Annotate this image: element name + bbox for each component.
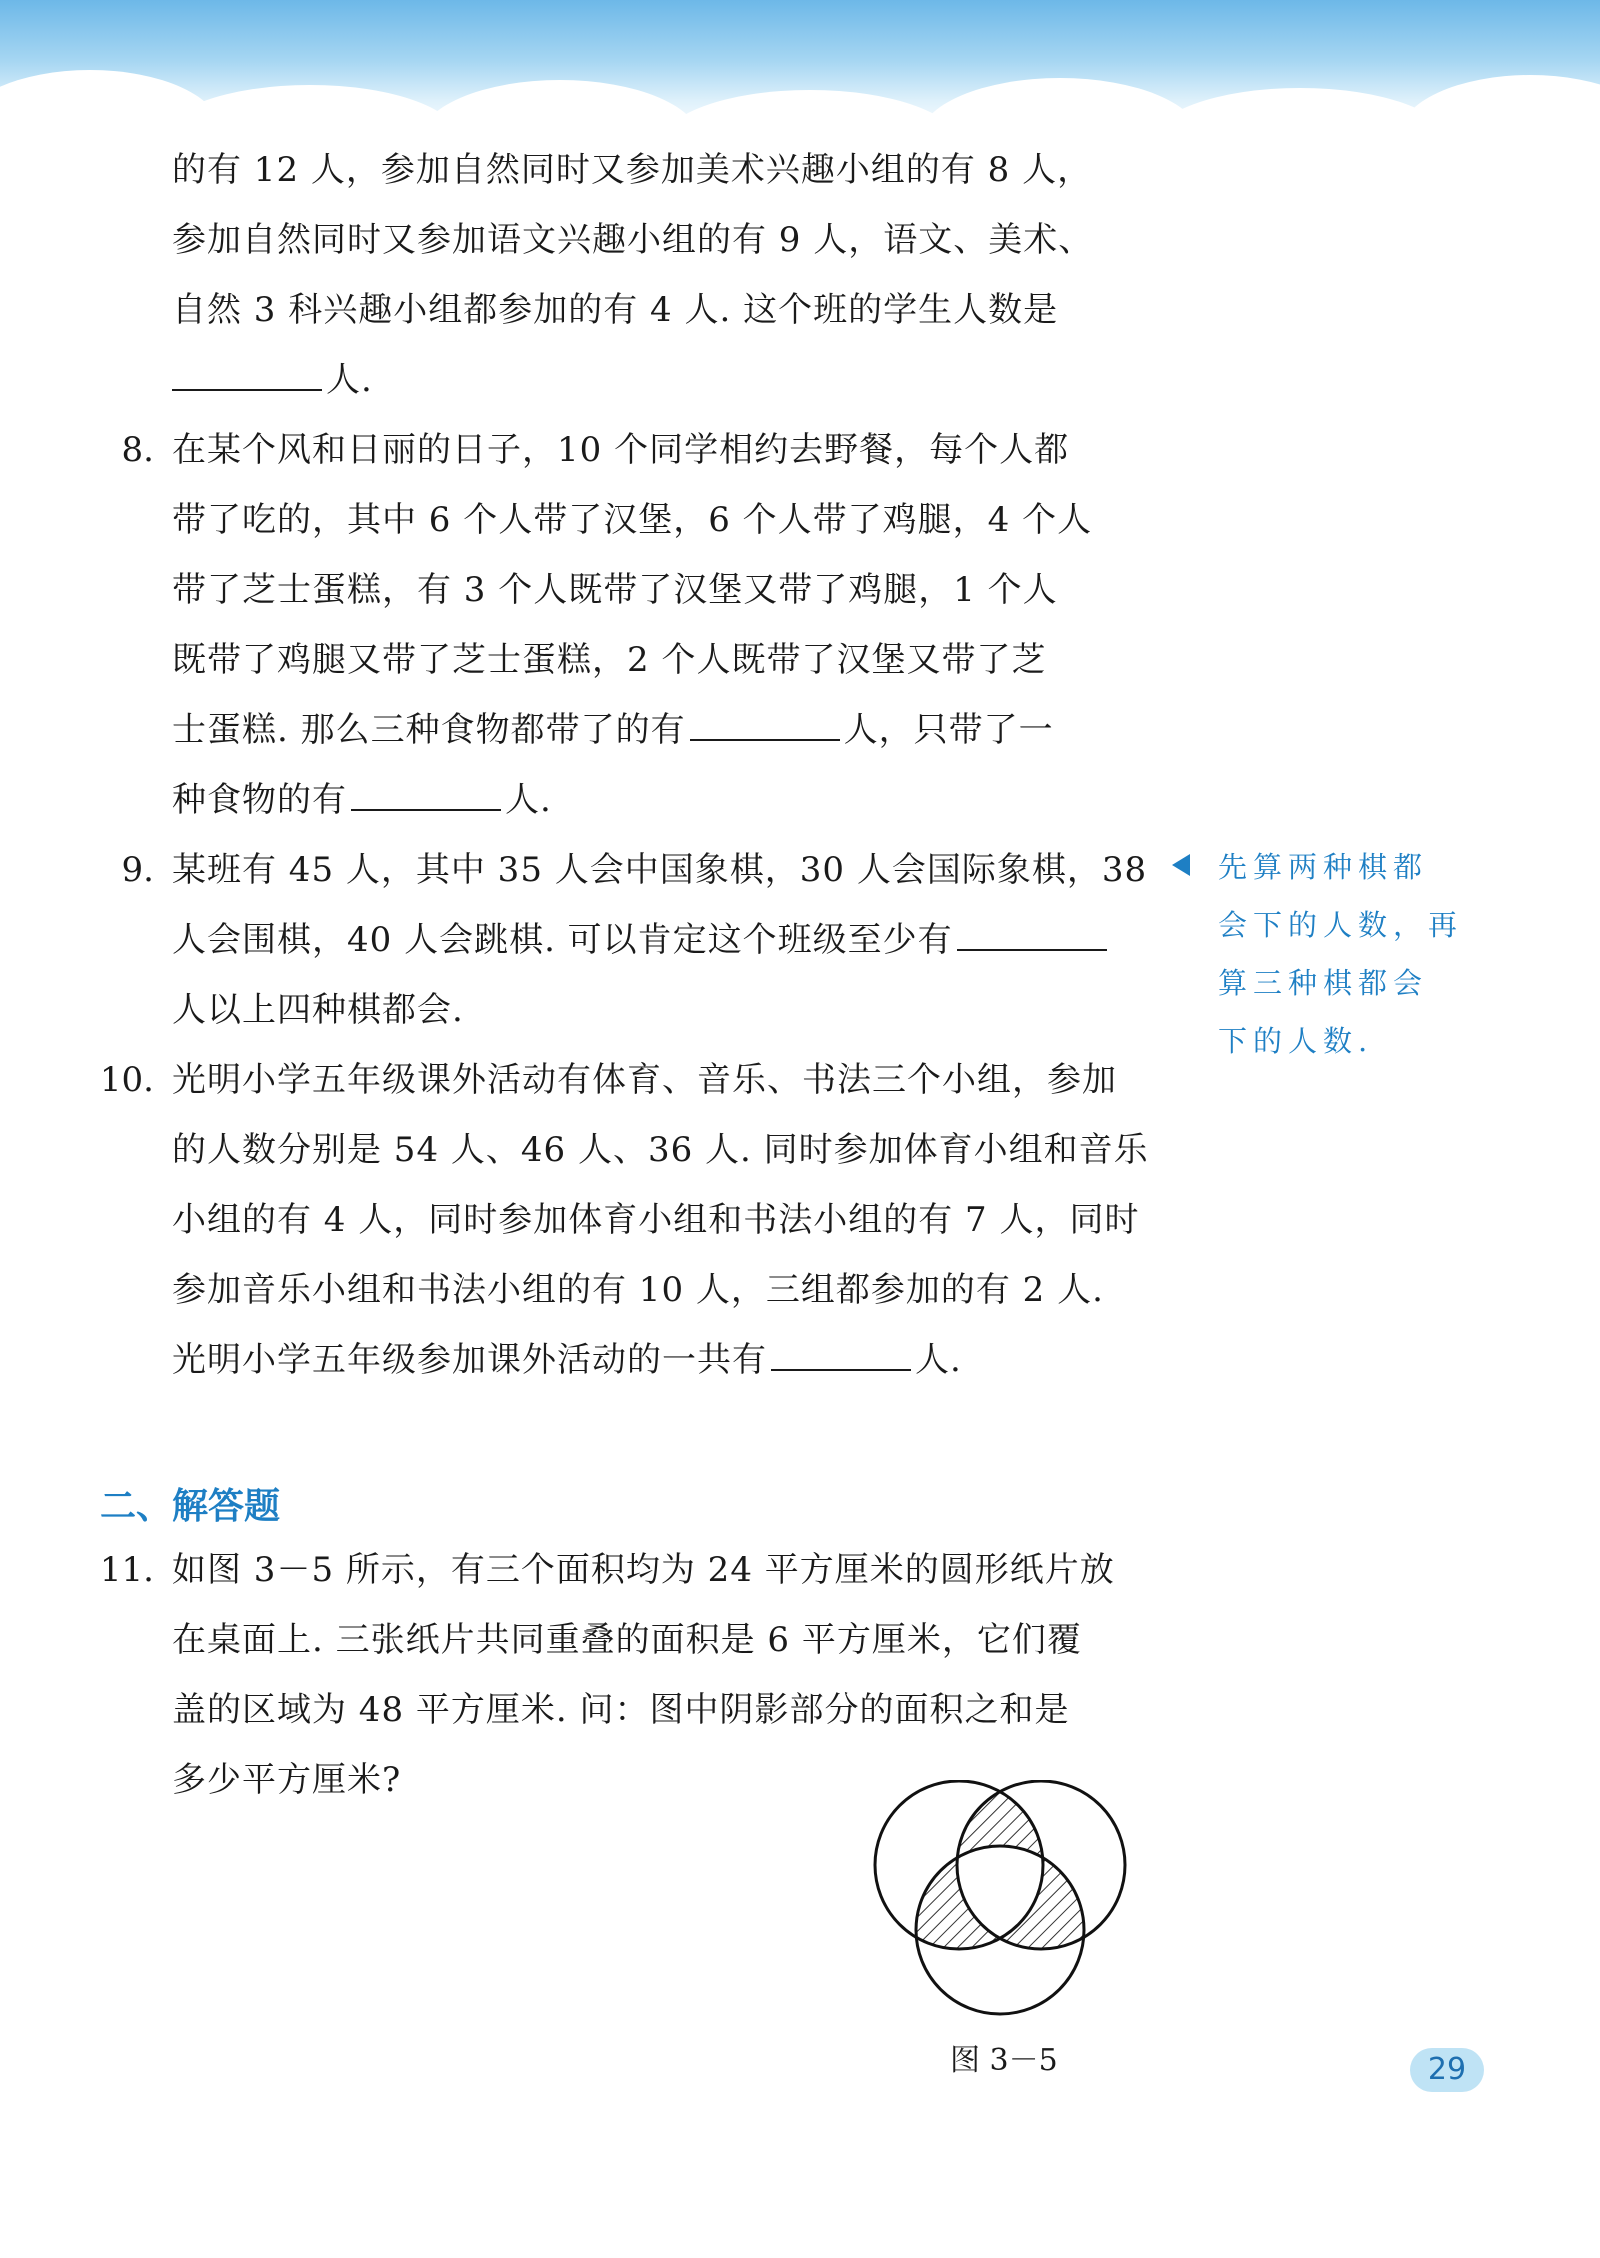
question-8-line: 在某个风和日丽的日子，10 个同学相约去野餐，每个人都 (172, 430, 1070, 470)
answer-blank[interactable] (771, 1339, 911, 1371)
answer-blank[interactable] (690, 709, 840, 741)
question-11-line: 多少平方厘米? (172, 1760, 402, 1800)
question-10-line: 光明小学五年级课外活动有体育、音乐、书法三个小组，参加 (172, 1060, 1117, 1100)
question-10-line: 的人数分别是 54 人、46 人、36 人. 同时参加体育小组和音乐 (172, 1130, 1149, 1170)
question-8-line: 既带了鸡腿又带了芝士蛋糕，2 个人既带了汉堡又带了芝 (172, 640, 1047, 680)
answer-blank[interactable] (351, 779, 501, 811)
question-8-text: 人，只带了一 (843, 710, 1054, 750)
question-11-line: 盖的区域为 48 平方厘米. 问：图中阴影部分的面积之和是 (172, 1690, 1070, 1730)
hint-line: 先算两种棋都 (1218, 850, 1429, 884)
question-11-line: 在桌面上. 三张纸片共同重叠的面积是 6 平方厘米，它们覆 (172, 1620, 1082, 1660)
question-9-number: 9. (121, 850, 154, 890)
question-10-line (172, 1336, 962, 1384)
question-10-line: 小组的有 4 人，同时参加体育小组和书法小组的有 7 人，同时 (172, 1200, 1140, 1240)
question-8-text: 种食物的有 (172, 780, 347, 820)
question-10-line: 参加音乐小组和书法小组的有 10 人，三组都参加的有 2 人. (172, 1270, 1104, 1310)
question-8-line: 带了吃的，其中 6 个人带了汉堡，6 个人带了鸡腿，4 个人 (172, 500, 1093, 540)
hint-line: 下的人数. (1218, 1024, 1374, 1058)
question-10-text: 人. (915, 1340, 962, 1380)
question-9-text: 人会围棋，40 人会跳棋. 可以肯定这个班级至少有 (172, 920, 953, 960)
question-9-line: 某班有 45 人，其中 35 人会中国象棋，30 人会国际象棋，38 (172, 850, 1148, 890)
hint-line: 算三种棋都会 (1218, 966, 1429, 1000)
question-7-answer-line (172, 356, 373, 404)
hint-arrow-icon (1172, 854, 1190, 876)
question-7-line: 自然 3 科兴趣小组都参加的有 4 人. 这个班的学生人数是 (172, 290, 1059, 330)
question-8-line: 带了芝士蛋糕，有 3 个人既带了汉堡又带了鸡腿，1 个人 (172, 570, 1058, 610)
question-7-line: 的有 12 人，参加自然同时又参加美术兴趣小组的有 8 人， (172, 150, 1093, 190)
answer-blank[interactable] (172, 359, 322, 391)
question-9-line: 人以上四种棋都会. (172, 990, 464, 1030)
page-number: 29 (1410, 2048, 1484, 2092)
figure-caption: 图 3－5 (950, 2043, 1058, 2078)
question-10-number: 10. (99, 1060, 154, 1100)
question-8-line (172, 706, 1054, 754)
section-title: 二、解答题 (100, 1486, 281, 1527)
answer-blank[interactable] (957, 919, 1107, 951)
venn-diagram-figure (870, 1780, 1130, 2020)
question-8-line (172, 776, 552, 824)
question-7-end: 人. (326, 360, 373, 400)
question-7-line: 参加自然同时又参加语文兴趣小组的有 9 人，语文、美术、 (172, 220, 1094, 260)
question-8-number: 8. (121, 430, 154, 470)
question-10-text: 光明小学五年级参加课外活动的一共有 (172, 1340, 767, 1380)
question-11-number: 11. (99, 1550, 154, 1590)
question-11-line: 如图 3－5 所示，有三个面积均为 24 平方厘米的圆形纸片放 (172, 1550, 1115, 1590)
question-8-text: 士蛋糕. 那么三种食物都带了的有 (172, 710, 686, 750)
question-9-line (172, 916, 1111, 964)
question-8-text: 人. (505, 780, 552, 820)
hint-line: 会下的人数，再 (1218, 908, 1464, 942)
